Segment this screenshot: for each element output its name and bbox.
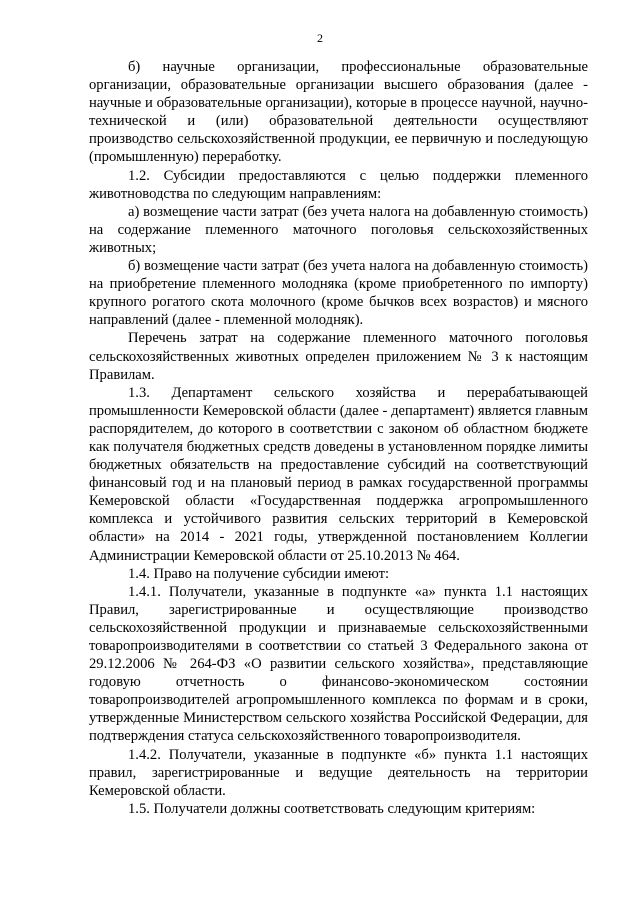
paragraph-1-4-eligibility: 1.4. Право на получение субсидии имеют: xyxy=(128,565,390,582)
paragraph-1-4-1-recipients-a: 1.4.1. Получатели, указанные в подпункте «а» пункта 1.1 настоящих Правил, зарегистрированные и осуществляющие производство сельскохозяйственной продукции и признаваемые сельскохозяйственными товаропроизводителями в соответствии со статьей 3 Федерального закона от 29.12.2006 № 264-ФЗ «О развитии сельского хозяйства», представляющие годовую отчетность о финансово-экономическом состоянии товаропроизводителей агропромышленного комплекса по формам и в сроки, утвержденные Министерством сельского хозяйства Российской Федерации, для подтверждения статуса сельскохозяйственного товаропроизводителя. xyxy=(89,583,588,745)
page-number: 2 xyxy=(317,31,323,45)
paragraph-cost-list-reference: Перечень затрат на содержание племенного маточного поголовья сельскохозяйственных животных определен приложением № 3 к настоящим Правилам. xyxy=(89,330,588,383)
paragraph-1-3-department: 1.3. Департамент сельского хозяйства и перерабатывающей промышленности Кемеровской области (далее - департамент) является главным распорядителем, до которого в соответствии с законом об областном бюджете как получателя бюджетных средств доведены в установленном порядке лимиты бюджетных обязательств на предоставление субсидий на соответствующий финансовый год и на плановый период в рамках государственной программы Кемеровской области «Государственная поддержка агропромышленного комплекса и устойчивого развития сельских территорий в Кемеровской области» на 2014 - 2021 годы, утвержденной постановлением Коллегии Администрации Кемеровской области от 25.10.2013 № 464. xyxy=(89,384,588,564)
paragraph-1-5-criteria: 1.5. Получатели должны соответствовать следующим критериям: xyxy=(128,800,536,817)
document-body xyxy=(89,58,588,818)
paragraph-scientific-organizations: б) научные организации, профессиональные образовательные организации, образовательные организации высшего образования (далее - научные и образовательные организации), которые в процессе научной, научно-технической и (или) образовательной деятельности осуществляют производство сельскохозяйственной продукции, ее первичную и последующую (промышленную) переработку. xyxy=(89,59,588,166)
paragraph-item-b-young-stock-costs: б) возмещение части затрат (без учета налога на добавленную стоимость) на приобретение племенного молодняка (кроме приобретенного по импорту) крупного рогатого скота молочного (кроме бычков всех возрастов) и мясного направлений (далее - племенной молодняк). xyxy=(89,258,588,329)
paragraph-1-2-subsidy-purpose: 1.2. Субсидии предоставляются с целью поддержки племенного животноводства по следующим направлениям: xyxy=(89,167,588,202)
paragraph-1-4-2-recipients-b: 1.4.2. Получатели, указанные в подпункте «б» пункта 1.1 настоящих правил, зарегистрированные и ведущие деятельность на территории Кемеровской области. xyxy=(89,746,588,799)
paragraph-item-a-maintenance-costs: а) возмещение части затрат (без учета налога на добавленную стоимость) на содержание племенного маточного поголовья сельскохозяйственных животных; xyxy=(89,203,588,256)
